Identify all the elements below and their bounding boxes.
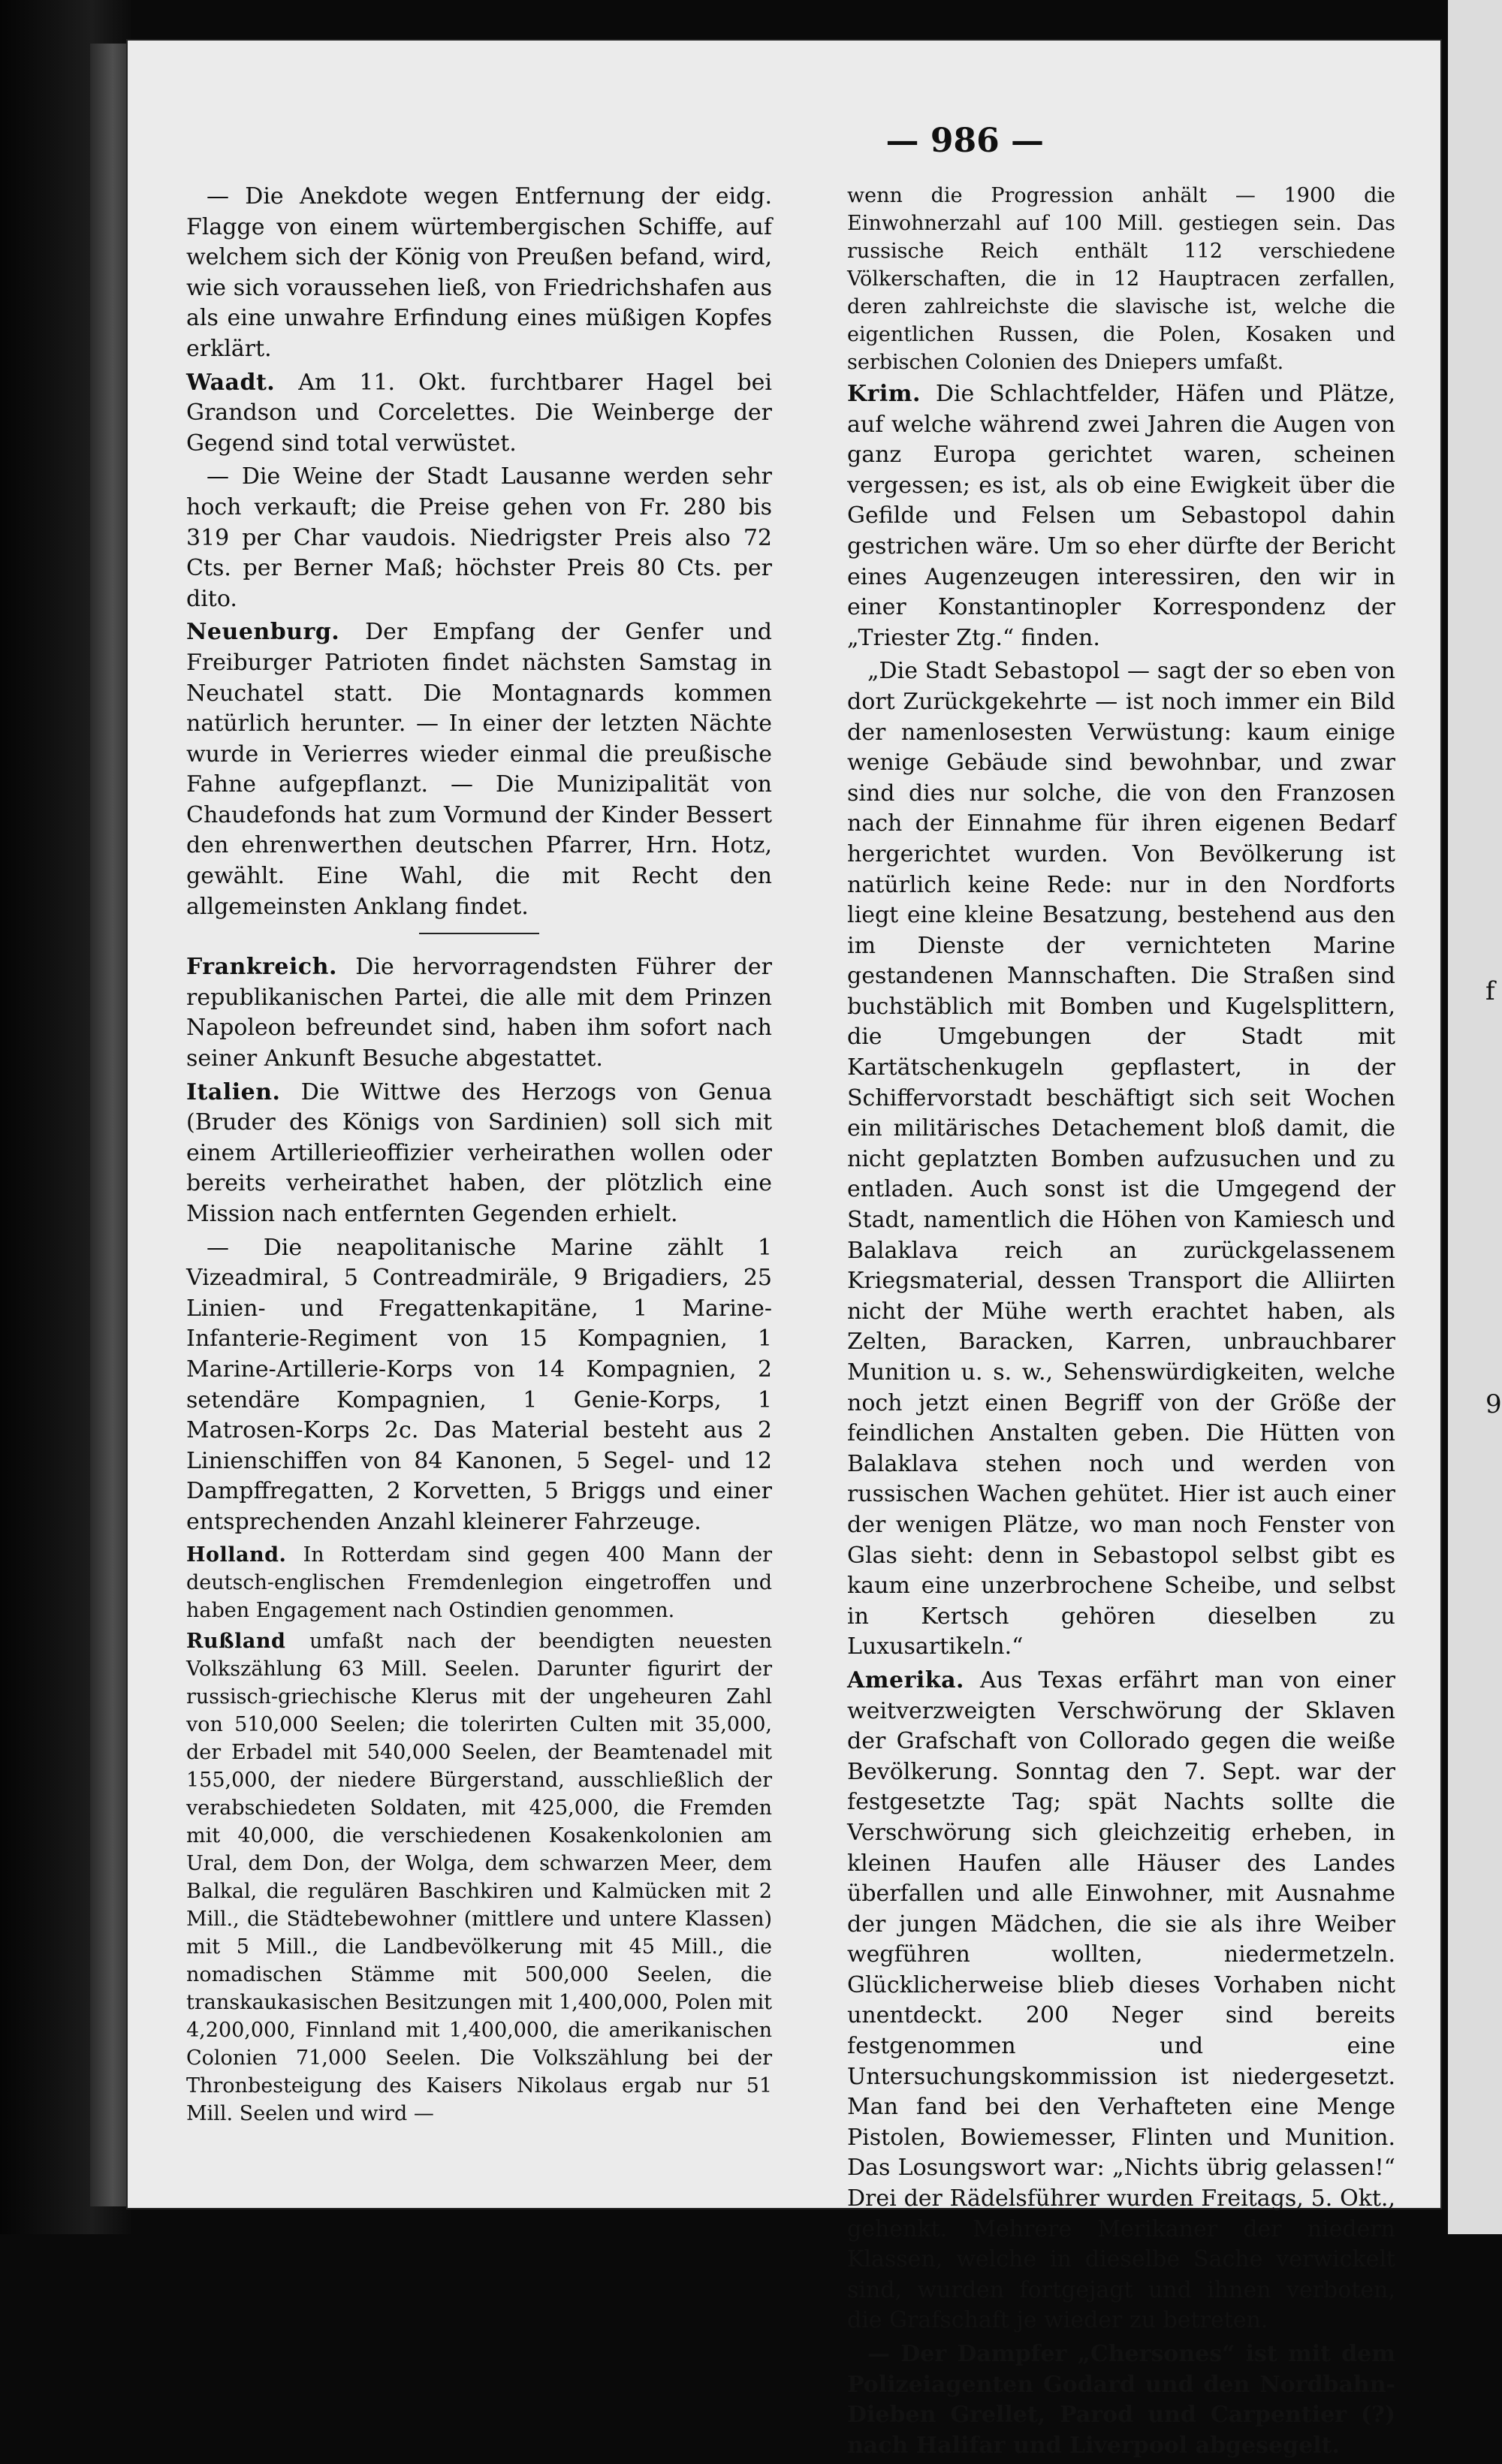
article-paragraph: [847, 1666, 1395, 2336]
article-text: Die Wittwe des Herzogs von Genua (Bruder des Königs von Sardinien) soll sich mit einem Artillerieoffizier verheirathen wollen oder bereits verheirathet haben, der plötzlich eine Mission nach entfernten Gegenden erhielt.: [186, 1078, 772, 1227]
left-column: [186, 182, 772, 2131]
adjacent-page-edge: [1448, 0, 1502, 2234]
article-text: Der Empfang der Genfer und Freiburger Patrioten findet nächsten Samstag in Neuchatel statt. Die Montagnards kommen natürlich herunter. — In einer der letzten Nächte wurde in Verierres wieder einmal die preußische Fahne aufgepflanzt. — Die Munizipalität von Chaudefonds hat zum Vormund der Kinder Bessert den ehrenwerthen deutschen Pfarrer, Hrn. Hotz, gewählt. Eine Wahl, die mit Recht den allgemeinsten Anklang findet.: [186, 619, 772, 920]
article-heading: Holland.: [186, 1543, 287, 1567]
article-text: Am 11. Okt. furchtbarer Hagel bei Grandson und Corcelettes. Die Weinberge der Gegend sind total verwüstet.: [186, 369, 772, 457]
article-heading: Amerika.: [847, 1666, 964, 1693]
page-number: — 986 —: [885, 122, 1044, 160]
article-paragraph: [847, 182, 1395, 376]
section-divider: [419, 933, 539, 934]
article-paragraph: [186, 952, 772, 1074]
edge-mark: f: [1485, 976, 1495, 1006]
article-text: — Die Weine der Stadt Lausanne werden sehr hoch verkauft; die Preise gehen von Fr. 280 bis 319 per Char vaudois. Niedrigster Preis also 72 Cts. per Berner Maß; höchster Preis 80 Cts. per dito.: [186, 463, 772, 612]
article-paragraph: [186, 182, 772, 365]
edge-mark: 9: [1485, 1389, 1502, 1419]
article-text: In Rotterdam sind gegen 400 Mann der deutsch-englischen Fremdenlegion eingetroffen und haben Engagement nach Ostindien genommen.: [186, 1543, 772, 1622]
article-heading: Neuenburg.: [186, 619, 340, 646]
article-text: — Die Anekdote wegen Entfernung der eidg. Flagge von einem würtembergischen Schiffe, auf welchem sich der König von Preußen befand, wird, wie sich voraussehen ließ, von Friedrichshafen aus als eine unwahre Erfindung eines müßigen Kopfes erklärt.: [186, 183, 772, 362]
article-paragraph: [186, 1078, 772, 1230]
article-heading: Frankreich.: [186, 954, 337, 981]
article-text: — Die neapolitanische Marine zählt 1 Vizeadmiral, 5 Contreadmiräle, 9 Brigadiers, 25 Linien- und Fregattenkapitäne, 1 Marine-Infanterie-Regiment von 15 Kompagnien, 1 Marine-Artillerie-Korps von 14 Kompagnien, 2 setendäre Kompagnien, 1 Genie-Korps, 1 Matrosen-Korps 2c. Das Material besteht aus 2 Linienschiffen von 84 Kanonen, 5 Segel- und 12 Dampffregatten, 2 Korvetten, 5 Briggs und einer entsprechenden Anzahl kleinerer Fahrzeuge.: [186, 1234, 772, 1535]
article-paragraph: [186, 1627, 772, 2128]
article-paragraph: [847, 656, 1395, 1663]
article-text: — Der Dampfer „Chersones“ ist mit dem Polizeiagenten Godard und den Nordbahn-Dieben Grellet, Parod und Carpentier (?) nach Halifar und Liverpool abgesegelt.: [847, 2341, 1395, 2459]
newspaper-page: [126, 39, 1442, 2459]
article-text: „Die Stadt Sebastopol — sagt der so eben von dort Zurückgekehrte — ist noch immer ein Bild der namenlosesten Verwüstung: kaum einige wenige Gebäude sind bewohnbar, und zwar sind dies nur solche, die von den Franzosen nach der Einnahme für ihren eigenen Bedarf hergerichtet wurden. Von Bevölkerung ist natürlich keine Rede: nur in den Nordforts liegt eine kleine Besatzung, bestehend aus den im Dienste der vernichteten Marine gestandenen Mannschaften. Die Straßen sind buchstäblich mit Bomben und Kugelsplittern, die Umgebungen der Stadt mit Kartätschenkugeln gepflastert, in der Schiffervorstadt beschäftigt sich seit Wochen ein militärisches Detachement bloß damit, die nicht geplatzten Bomben aufzusuchen und zu entladen. Auch sonst ist die Umgegend der Stadt, namentlich die Höhen von Kamiesch und Balaklava reich an zurückgelassenem Kriegsmaterial, dessen Transport die Alliirten nicht der Mühe werth erachtet haben, als Zelten, Baracken, Karren, unbrauchbarer Munition u. s. w., Sehenswürdigkeiten, welche noch jetzt einen Begriff von der Größe der feindlichen Anstalten geben. Die Hütten von Balaklava stehen noch und werden von russischen Wachen gehütet. Hier ist auch einer der wenigen Plätze, wo man noch Fenster von Glas sieht: denn in Sebastopol selbst gibt es kaum eine unzerbrochene Scheibe, und selbst in Kertsch gehören dieselben zu Luxusartikeln.“: [847, 658, 1395, 1660]
article-text: Aus Texas erfährt man von einer weitverzweigten Verschwörung der Sklaven der Grafschaft von Collorado gegen die weiße Bevölkerung. Sonntag den 7. Sept. war der festgesetzte Tag; spät Nachts sollte die Verschwörung sich gleichzeitig erheben, in kleinen Haufen alle Häuser des Landes überfallen und alle Einwohner, mit Ausnahme der jungen Mädchen, die sie als ihre Weiber wegführen wollten, niedermetzeln. Glücklicherweise blieb dieses Vorhaben nicht unentdeckt. 200 Neger sind bereits festgenommen und eine Untersuchungskommission ist niedergesetzt. Man fand bei den Verhafteten eine Menge Pistolen, Bowiemesser, Flinten und Munition. Das Losungswort war: „Nichts übrig gelassen!“ Drei der Rädelsführer wurden Freitags, 5. Okt., gehenkt. Mehrere Merikaner der niedern Klassen, welche in dieselbe Sache verwickelt sind, wurden fortgejagt und ihnen verboten, die Grafschaft je wieder zu betreten.: [847, 1666, 1395, 2334]
right-column: [847, 182, 1395, 2464]
article-paragraph: [847, 2339, 1395, 2461]
article-paragraph: [186, 617, 772, 922]
article-paragraph: [186, 1233, 772, 1538]
article-text: Die hervorragendsten Führer der republikanischen Partei, die alle mit dem Prinzen Napoleon befreundet sind, haben ihm sofort nach seiner Ankunft Besuche abgestattet.: [186, 954, 772, 1072]
article-paragraph: [186, 368, 772, 460]
article-text: umfaßt nach der beendigten neuesten Volkszählung 63 Mill. Seelen. Darunter figurirt der russisch-griechische Klerus mit der ungeheuren Zahl von 510,000 Seelen; die tolerirten Culten mit 35,000, der Erbadel mit 540,000 Seelen, der Beamtenadel mit 155,000, der niedere Bürgerstand, ausschließlich der verabschiedeten Soldaten, mit 425,000, die Fremden mit 40,000, die verschiedenen Kosakenkolonien am Ural, dem Don, der Wolga, dem schwarzen Meer, dem Balkal, die regulären Baschkiren und Kalmücken mit 2 Mill., die Städtebewohner (mittlere und untere Klassen) mit 5 Mill., die Landbevölkerung mit 45 Mill., die nomadischen Stämme mit 500,000 Seelen, die transkaukasischen Besitzungen mit 1,400,000, Polen mit 4,200,000, Finnland mit 1,400,000, die amerikanischen Colonien 71,000 Seelen. Die Volkszählung bei der Thronbesteigung des Kaisers Nikolaus ergab nur 51 Mill. Seelen und wird —: [186, 1629, 772, 2125]
article-text: Die Schlachtfelder, Häfen und Plätze, auf welche während zwei Jahren die Augen von ganz Europa gerichtet waren, scheinen vergessen; es ist, als ob eine Ewigkeit über die Gefilde und Felsen um Sebastopol dahin gestrichen wäre. Um so eher dürfte der Bericht eines Augenzeugen interessiren, den wir in einer Konstantinopler Korrespondenz der „Triester Ztg.“ finden.: [847, 381, 1395, 651]
article-paragraph: [847, 379, 1395, 653]
article-heading: Rußland: [186, 1629, 286, 1653]
article-heading: Italien.: [186, 1078, 281, 1105]
article-heading: Waadt.: [186, 369, 276, 396]
article-heading: Krim.: [847, 381, 921, 407]
article-paragraph: [186, 462, 772, 614]
article-paragraph: [186, 1541, 772, 1624]
article-text: wenn die Progression anhält — 1900 die Einwohnerzahl auf 100 Mill. gestiegen sein. Das russische Reich enthält 112 verschiedene Völkerschaften, die in 12 Hauptracen zerfallen, deren zahlreichste die slavische ist, welche die eigentlichen Russen, die Polen, Kosaken und serbischen Colonien des Dniepers umfaßt.: [847, 184, 1395, 374]
